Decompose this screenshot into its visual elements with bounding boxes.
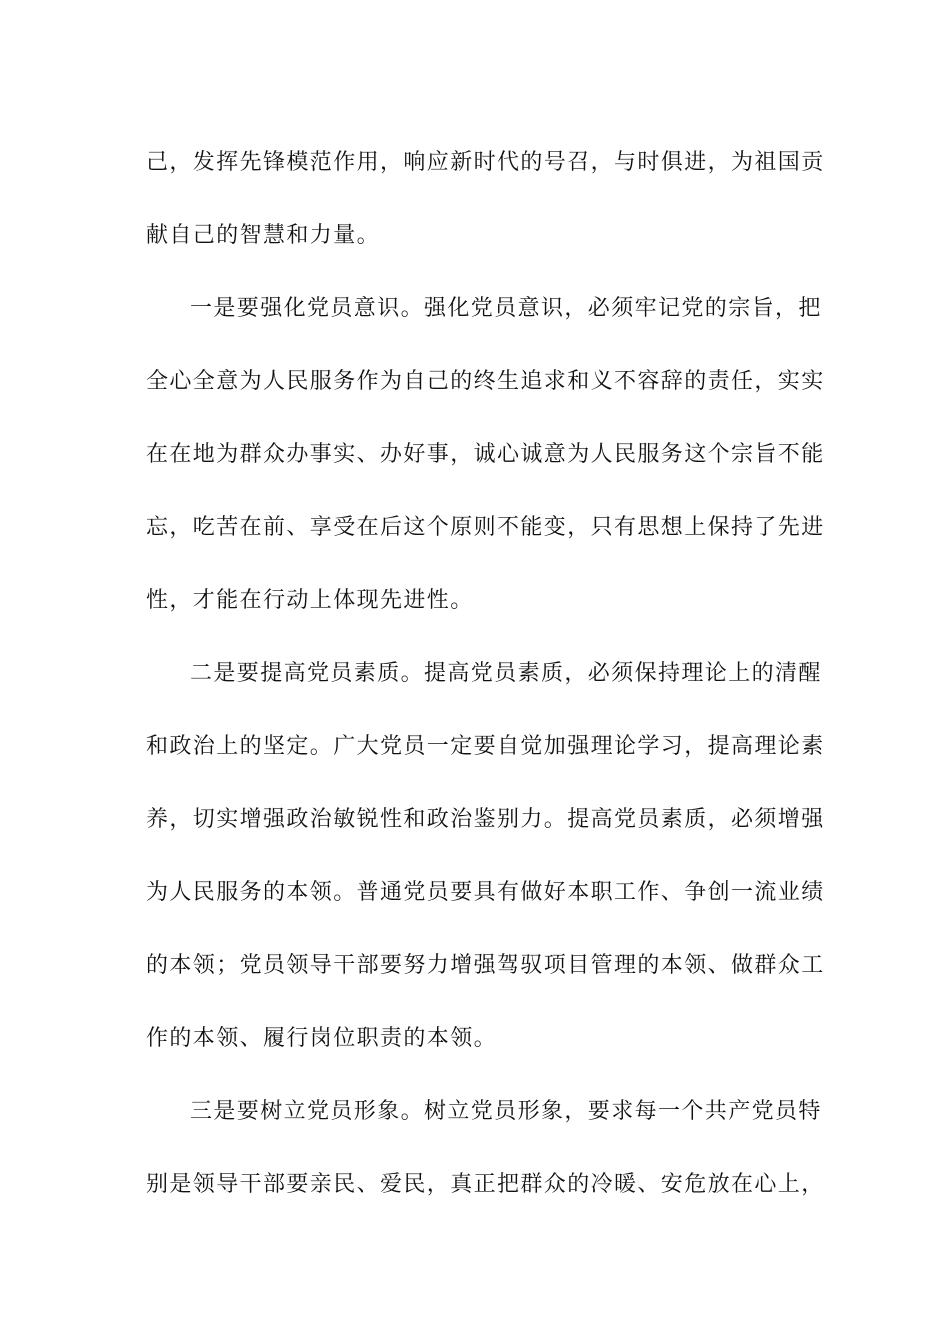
text-line: 在在地为群众办事实、办好事，诚心诚意为人民服务这个宗旨不能	[146, 442, 825, 467]
paragraph-start-line: 一是要强化党员意识。强化党员意识，必须牢记党的宗旨，把	[190, 296, 822, 321]
text-line: 全心全意为人民服务作为自己的终生追求和义不容辞的责任，实实	[146, 369, 825, 394]
text-line: 作的本领、履行岗位职责的本领。	[146, 1026, 498, 1051]
body-text	[146, 126, 825, 1221]
text-line: 别是领导干部要亲民、爱民，真正把群众的冷暖、安危放在心上，	[146, 1172, 825, 1197]
text-line: 己，发挥先锋模范作用，响应新时代的号召，与时俱进，为祖国贡	[146, 150, 825, 175]
paragraph-start-line: 三是要树立党员形象。树立党员形象，要求每一个共产党员特	[190, 1099, 822, 1124]
text-line: 养，切实增强政治敏锐性和政治鉴别力。提高党员素质，必须增强	[146, 807, 825, 832]
text-line: 的本领；党员领导干部要努力增强驾驭项目管理的本领、做群众工	[146, 953, 825, 978]
text-line: 和政治上的坚定。广大党员一定要自觉加强理论学习，提高理论素	[146, 734, 825, 759]
text-line: 为人民服务的本领。普通党员要具有做好本职工作、争创一流业绩	[146, 880, 825, 905]
paragraph-start-line: 二是要提高党员素质。提高党员素质，必须保持理论上的清醒	[190, 661, 822, 686]
text-line: 献自己的智慧和力量。	[146, 223, 381, 248]
text-line: 忘，吃苦在前、享受在后这个原则不能变，只有思想上保持了先进	[146, 515, 825, 540]
text-line: 性，才能在行动上体现先进性。	[146, 588, 474, 613]
